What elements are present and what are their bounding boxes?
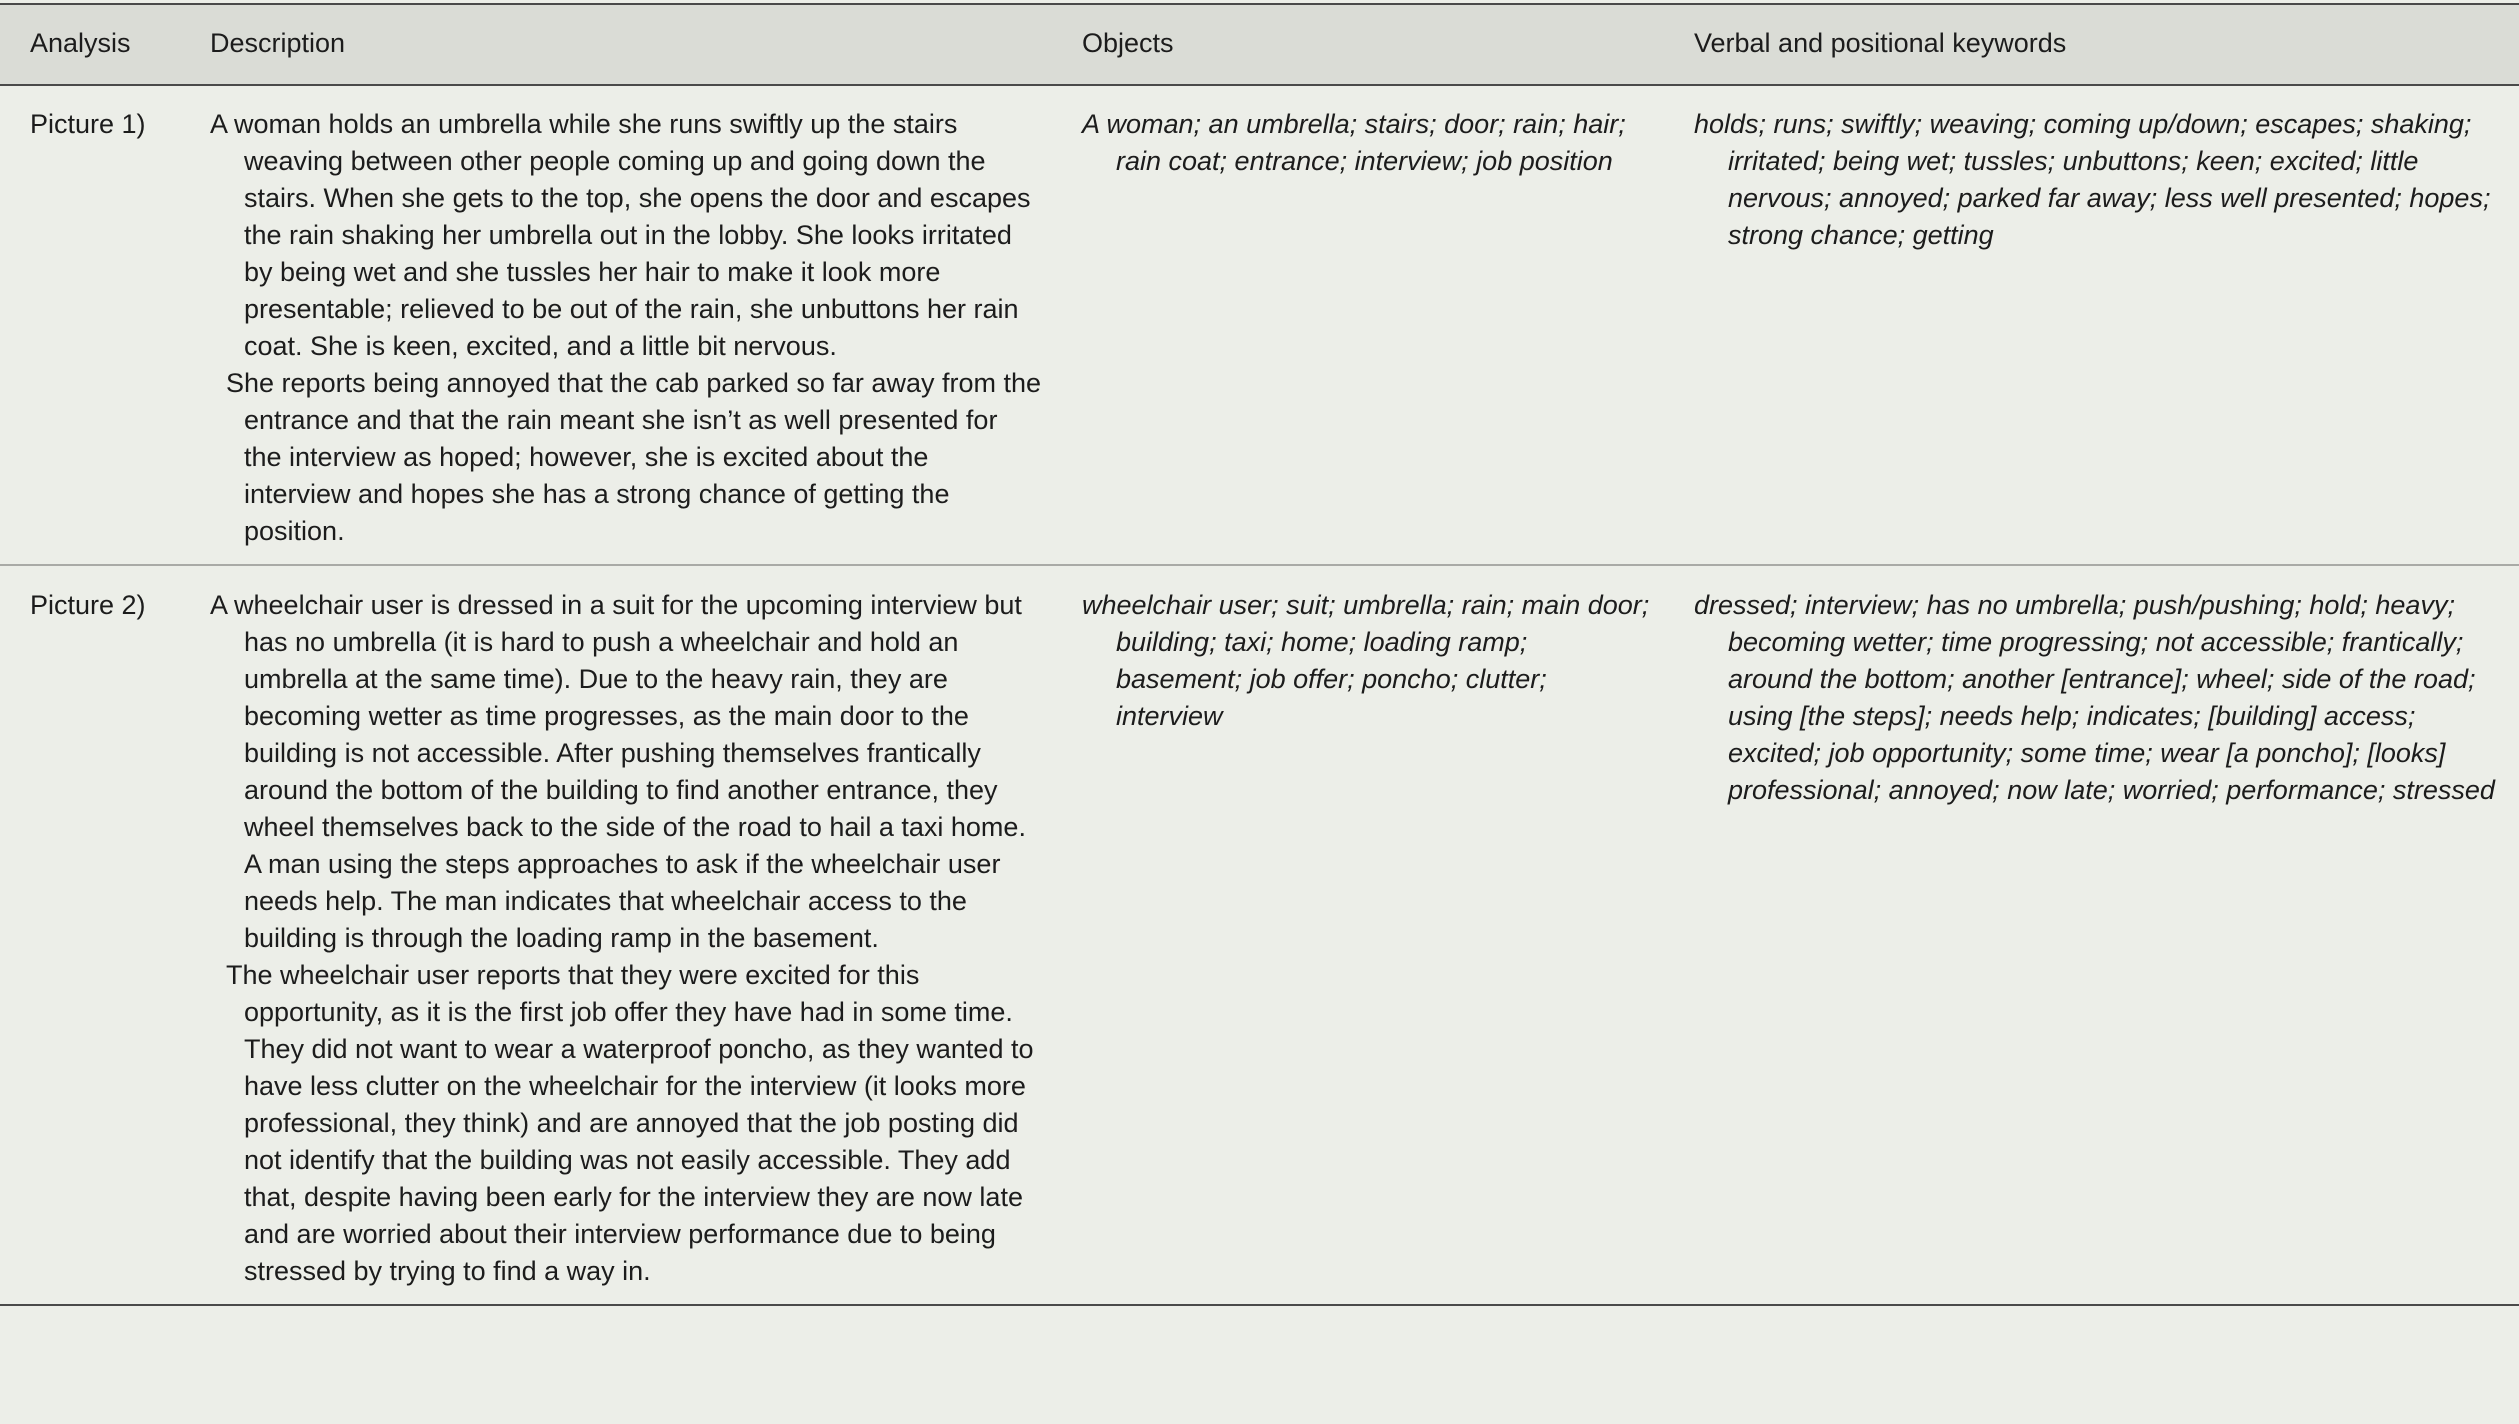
keywords-text: dressed; interview; has no umbrella; push/pushing; hold; heavy; becoming wetter; time progressing; not accessible; frantically; around the bottom; another [entrance]; wheel; side of the road; using [the steps]; needs help; indicates; [building] access; excited; job opportunity; some time; wear [a poncho]; [looks] professional; annoyed; now late; worried; performance; stressed: [1694, 590, 2495, 805]
objects-cell: [1082, 565, 1694, 1305]
row-label: Picture 1): [0, 85, 210, 565]
header-objects: Objects: [1082, 4, 1694, 85]
keywords-cell: [1694, 565, 2519, 1305]
table-row: [0, 565, 2519, 1305]
table-row: [0, 85, 2519, 565]
description-paragraph: The wheelchair user reports that they were excited for this opportunity, as it is the first job offer they have had in some time. They did not want to wear a waterproof poncho, as they wanted to have less clutter on the wheelchair for the interview (it looks more professional, they think) and are annoyed that the job posting did not identify that the building was not easily accessible. They add that, despite having been early for the interview they are now late and are worried about their interview performance due to being stressed by trying to find a way in.: [226, 960, 1034, 1286]
objects-text: wheelchair user; suit; umbrella; rain; main door; building; taxi; home; loading ramp; basement; job offer; poncho; clutter; interview: [1082, 590, 1650, 731]
header-description: Description: [210, 4, 1082, 85]
description-paragraph: She reports being annoyed that the cab parked so far away from the entrance and that the rain meant she isn’t as well presented for the interview as hoped; however, she is excited about the interview and hopes she has a strong chance of getting the position.: [226, 368, 1041, 546]
header-analysis: Analysis: [0, 4, 210, 85]
table-header-row: [0, 4, 2519, 85]
analysis-table: [0, 3, 2519, 1306]
header-keywords: Verbal and positional keywords: [1694, 4, 2519, 85]
keywords-text: holds; runs; swiftly; weaving; coming up/down; escapes; shaking; irritated; being wet; tussles; unbuttons; keen; excited; little nervous; annoyed; parked far away; less well presented; hopes; strong chance; getting: [1694, 109, 2491, 250]
row-label: Picture 2): [0, 565, 210, 1305]
description-cell: [210, 85, 1082, 565]
description-cell: [210, 565, 1082, 1305]
description-paragraph: A wheelchair user is dressed in a suit for the upcoming interview but has no umbrella (it is hard to push a wheelchair and hold an umbrella at the same time). Due to the heavy rain, they are becoming wetter as time progresses, as the main door to the building is not accessible. After pushing themselves frantically around the bottom of the building to find another entrance, they wheel themselves back to the side of the road to hail a taxi home. A man using the steps approaches to ask if the wheelchair user needs help. The man indicates that wheelchair access to the building is through the loading ramp in the basement.: [210, 590, 1026, 953]
description-paragraph: A woman holds an umbrella while she runs swiftly up the stairs weaving between other people coming up and going down the stairs. When she gets to the top, she opens the door and escapes the rain shaking her umbrella out in the lobby. She looks irritated by being wet and she tussles her hair to make it look more presentable; relieved to be out of the rain, she unbuttons her rain coat. She is keen, excited, and a little bit nervous.: [210, 109, 1031, 361]
keywords-cell: [1694, 85, 2519, 565]
objects-text: A woman; an umbrella; stairs; door; rain; hair; rain coat; entrance; interview; job position: [1082, 109, 1626, 176]
objects-cell: [1082, 85, 1694, 565]
